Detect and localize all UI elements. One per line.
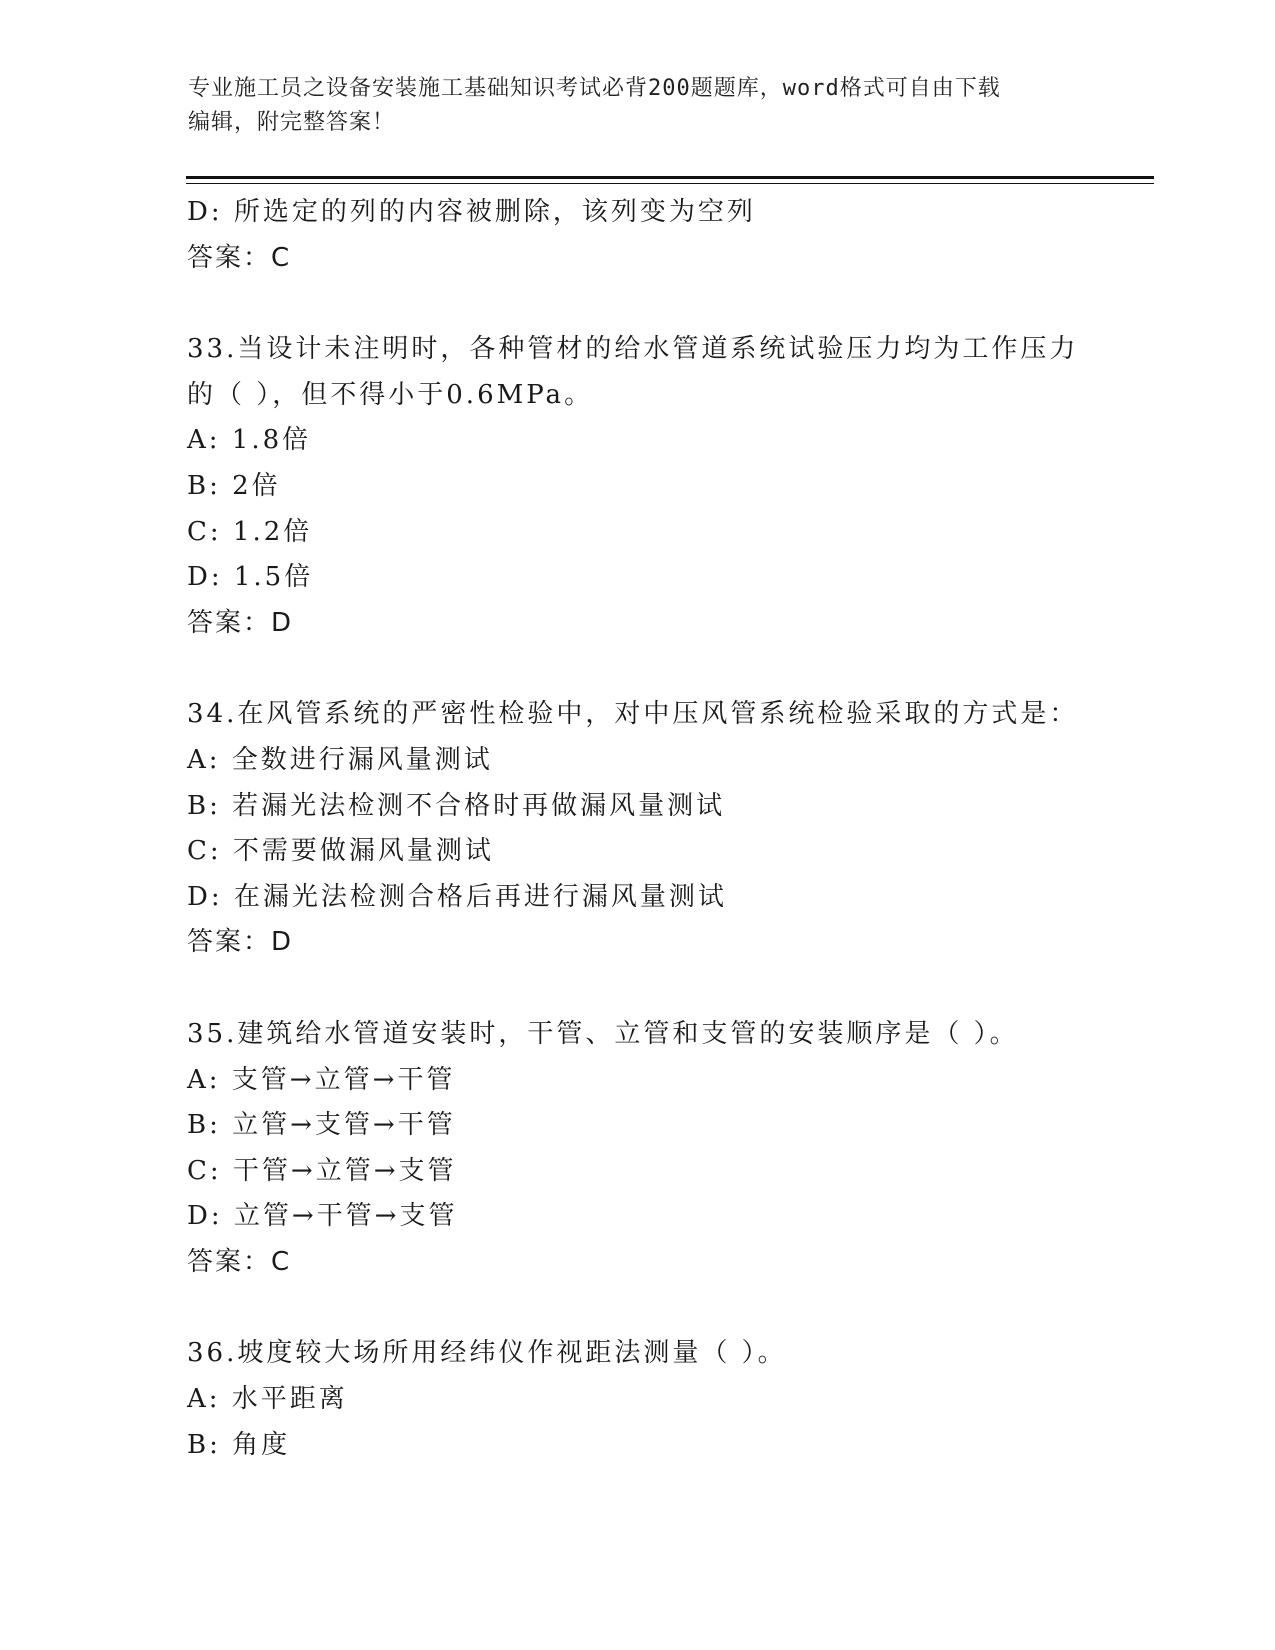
option-b: B: 2倍: [187, 470, 281, 501]
header-line-2: 编辑，附完整答案！: [188, 110, 396, 135]
option-b: B: 若漏光法检测不合格时再做漏风量测试: [187, 790, 726, 821]
answer: 答案：D: [187, 927, 294, 958]
spacer: [187, 1285, 1107, 1331]
option-b: B: 角度: [187, 1429, 291, 1460]
option-a: A: 1.8倍: [187, 425, 312, 456]
option-c: C: 1.2倍: [187, 516, 313, 547]
option-d: D: 立管→干管→支管: [187, 1201, 458, 1232]
option-c: C: 干管→立管→支管: [187, 1155, 457, 1186]
question-36: [187, 1331, 1107, 1468]
question-35: [187, 1012, 1107, 1286]
header-line-1: 专业施工员之设备安装施工基础知识考试必背200题题库，word格式可自由下载: [188, 76, 1001, 101]
option-d: D: 在漏光法检测合格后再进行漏风量测试: [187, 881, 727, 912]
question-stem-continued: 的（ ），但不得小于0.6MPa。: [187, 379, 594, 410]
document-header: [188, 72, 1068, 140]
option-a: A: 水平距离: [187, 1384, 348, 1415]
option-d: D: 所选定的列的内容被删除，该列变为空列: [187, 197, 756, 227]
answer: 答案：C: [187, 242, 292, 273]
answer: 答案：C: [187, 1246, 292, 1277]
option-a: A: 全数进行漏风量测试: [187, 744, 493, 775]
question-stem: 33.当设计未注明时，各种管材的给水管道系统试验压力均为工作压力: [187, 334, 1079, 365]
question-34: [187, 692, 1107, 966]
question-32-tail: [187, 190, 1107, 281]
option-b: B: 立管→支管→干管: [187, 1110, 456, 1141]
option-a: A: 支管→立管→干管: [187, 1064, 456, 1095]
spacer: [187, 646, 1107, 692]
question-stem: 36.坡度较大场所用经纬仪作视距法测量（ ）。: [187, 1338, 787, 1369]
question-stem: 34.在风管系统的严密性检验中，对中压风管系统检验采取的方式是：: [187, 699, 1079, 730]
question-33: [187, 327, 1107, 646]
option-d: D: 1.5倍: [187, 562, 314, 593]
spacer: [187, 966, 1107, 1012]
question-list: [187, 190, 1107, 1468]
header-divider-thick: [186, 176, 1154, 179]
header-divider-thin: [186, 183, 1154, 184]
option-c: C: 不需要做漏风量测试: [187, 836, 494, 867]
answer: 答案：D: [187, 607, 294, 638]
spacer: [187, 281, 1107, 327]
question-stem: 35.建筑给水管道安装时，干管、立管和支管的安装顺序是（ ）。: [187, 1018, 1019, 1049]
